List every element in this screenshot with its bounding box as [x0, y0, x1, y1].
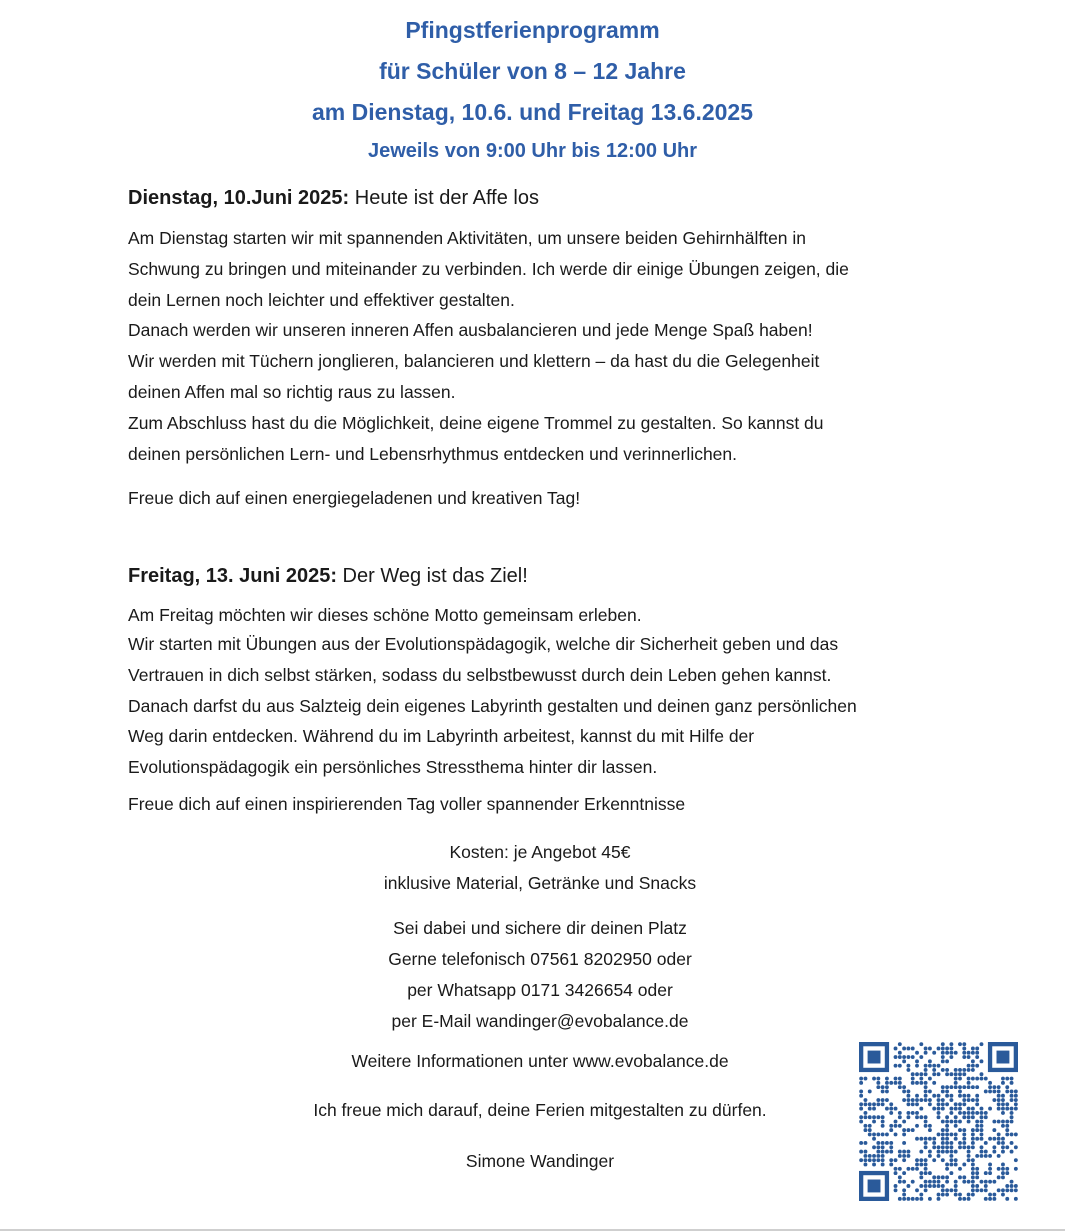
- flyer-header: [0, 10, 1065, 169]
- text-line: Am Freitag möchten wir dieses schöne Motto gemeinsam erleben.: [128, 605, 642, 625]
- tuesday-heading: [128, 183, 958, 213]
- costs-included: inklusive Material, Getränke und Snacks: [383, 873, 697, 893]
- contact-whatsapp: per Whatsapp 0171 3426654 oder: [407, 980, 673, 1000]
- friday-heading: [128, 561, 958, 591]
- tuesday-closing: Freue dich auf einen energiegeladenen und kreativen Tag!: [128, 488, 581, 509]
- qr-code-icon[interactable]: [859, 1042, 1018, 1201]
- program-dates: am Dienstag, 10.6. und Freitag 13.6.2025: [311, 99, 754, 125]
- text-line: Am Dienstag starten wir mit spannenden Aktivitäten, um unsere beiden Gehirnhälften in: [128, 228, 807, 248]
- text-line: deinen Affen mal so richtig raus zu lassen.: [128, 381, 456, 402]
- costs-block: [280, 837, 800, 899]
- text-line: deinen persönlichen Lern- und Lebensrhythmus entdecken und verinnerlichen.: [128, 443, 738, 464]
- text-line: Vertrauen in dich selbst stärken, sodass du selbstbewusst durch dein Leben gehen kannst.: [128, 664, 832, 685]
- age-group: für Schüler von 8 – 12 Jahre: [379, 58, 686, 84]
- tuesday-date: Dienstag, 10.Juni 2025:: [128, 187, 350, 209]
- friday-title: Der Weg ist das Ziel!: [342, 565, 528, 587]
- contact-email: per E-Mail wandinger@evobalance.de: [391, 1011, 689, 1031]
- text-line: Danach werden wir unseren inneren Affen ausbalancieren und jede Menge Spaß haben!: [128, 320, 813, 341]
- text-line: Wir starten mit Übungen aus der Evolutionspädagogik, welche dir Sicherheit geben und das: [128, 634, 839, 654]
- text-line: Evolutionspädagogik ein persönliches Stressthema hinter dir lassen.: [128, 757, 658, 778]
- text-line: Zum Abschluss hast du die Möglichkeit, deine eigene Trommel zu gestalten. So kannst du: [128, 412, 824, 433]
- program-title: Pfingstferienprogramm: [405, 17, 660, 43]
- text-line: Weg darin entdecken. Während du im Labyrinth arbeitest, kannst du mit Hilfe der: [128, 726, 755, 747]
- thanks-line: Ich freue mich darauf, deine Ferien mitgestalten zu dürfen.: [313, 1100, 767, 1120]
- contact-intro: Sei dabei und sichere dir deinen Platz: [393, 918, 687, 938]
- costs-price: Kosten: je Angebot 45€: [449, 842, 631, 862]
- friday-date: Freitag, 13. Juni 2025:: [128, 565, 337, 587]
- program-times: Jeweils von 9:00 Uhr bis 12:00 Uhr: [367, 140, 698, 162]
- text-line: Danach darfst du aus Salzteig dein eigenes Labyrinth gestalten und deinen ganz persönlichen: [128, 695, 857, 716]
- signature: Simone Wandinger: [465, 1151, 615, 1171]
- friday-section: [128, 561, 958, 820]
- tuesday-description: [128, 223, 958, 469]
- info-line: Weitere Informationen unter www.evobalance.de: [351, 1051, 729, 1071]
- tuesday-title: Heute ist der Affe los: [354, 187, 539, 209]
- friday-closing: Freue dich auf einen inspirierenden Tag voller spannender Erkenntnisse: [128, 793, 686, 814]
- friday-description: [128, 601, 958, 783]
- tuesday-section: [128, 183, 958, 514]
- contact-phone: Gerne telefonisch 07561 8202950 oder: [388, 949, 692, 969]
- text-line: dein Lernen noch leichter und effektiver gestalten.: [128, 289, 515, 310]
- text-line: Schwung zu bringen und miteinander zu verbinden. Ich werde dir einige Übungen zeigen, die: [128, 258, 849, 279]
- text-line: Wir werden mit Tüchern jonglieren, balancieren und klettern – da hast du die Gelegenheit: [128, 351, 820, 372]
- contact-block: [280, 913, 800, 1037]
